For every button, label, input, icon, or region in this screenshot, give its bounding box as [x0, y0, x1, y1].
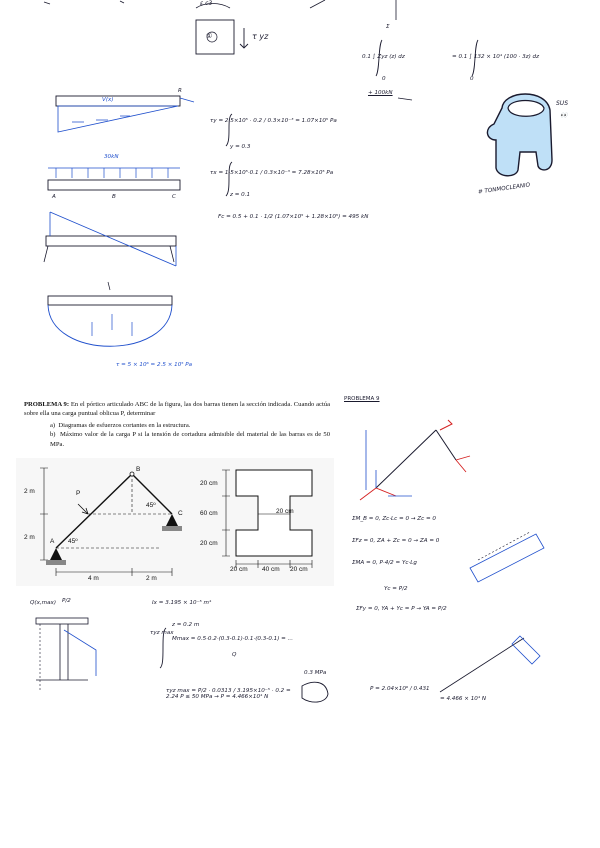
sus-text-2: 👀: [560, 112, 568, 119]
tau-bottom-small: 0.3 MPa: [304, 670, 327, 676]
section-dim-mid: 60 cm: [200, 510, 218, 517]
top-scribble-text: ε c3: [200, 0, 213, 7]
label-B: B: [136, 466, 141, 473]
stress-circle-label: ①: [206, 32, 213, 40]
bottom-left-title: Q(x,max): [30, 600, 57, 606]
tau-max-line1: z = 0.2 m: [172, 622, 200, 628]
tau-y-sub: y = 0.3: [230, 144, 251, 150]
section-dim-b3: 20 cm: [290, 566, 308, 573]
dim-left-top: 2 m: [24, 488, 35, 495]
bottom-section-web: [60, 624, 68, 680]
tau-bottom: τyz max = P/2 · 0.0313 / 3.195×10⁻⁵ · 0.2 = 2.24 P ≤ 50 MPa → P = 4.466×10⁴ N: [166, 688, 291, 700]
angle-top: 45º: [146, 502, 156, 509]
section-dim-web: 20 cm: [276, 508, 294, 515]
integral-limit-a: 0: [382, 76, 386, 82]
bottom-section-top: [36, 618, 88, 624]
eq1: ΣM_B = 0, Zc·Lc = 0 → Zc = 0: [352, 516, 436, 522]
bottom-section-stress: [64, 630, 96, 676]
section-dim-top: 20 cm: [200, 480, 218, 487]
eq5: ΣFy = 0, YA + Yc = P → YA = P/2: [356, 606, 447, 612]
dim-bottom-right: 2 m: [146, 575, 157, 582]
section-dim-b2: 40 cm: [262, 566, 280, 573]
beam2-B: B: [112, 194, 116, 200]
sus-text: SUS: [556, 100, 569, 107]
eq4: Yc = P/2: [384, 586, 408, 592]
ix-text: Ix = 3.195 × 10⁻⁵ m⁴: [152, 600, 212, 606]
beam2-C: C: [172, 194, 176, 200]
sigma-label: Σ: [386, 24, 390, 30]
eq3: ΣMA = 0, P·4/2 = Yc·Lg: [352, 560, 417, 566]
problem-item-a: a) Diagramas de esfuerzos cortantes en la estructura.: [50, 421, 191, 429]
circled-value: [302, 682, 328, 702]
p-result: = 4.466 × 10⁴ N: [440, 696, 487, 702]
label-A: A: [50, 538, 55, 545]
p-label: P = 2.04×10⁶ / 0.431: [370, 686, 430, 692]
problem-item-b: b) Máximo valor de la carga P si la tensión de cortadura admisible del material de las barras es de 50 MPa.: [50, 431, 331, 448]
beam2-load: 30kN: [104, 154, 119, 160]
fc-formula: Fc = 0.5 + 0.1 · 1/2 (1.07×10⁵ + 1.28×10⁵) = 495 kN: [218, 214, 369, 220]
beam2-A: A: [52, 194, 56, 200]
section-dim-bottom: 20 cm: [200, 540, 218, 547]
tau-max-label: τyz max: [150, 630, 174, 636]
tau-max-line3: Q: [232, 652, 237, 658]
label-P: P: [76, 490, 81, 497]
tau-x-formula: τx = 1·5×10⁵·0.1 / 0.3×10⁻³ = 7.28×10⁵ Pa: [210, 170, 334, 176]
integral-left: 0.1 ∫ Zyz (z) dz: [362, 54, 405, 60]
integral-right: = 0.1 ∫ 132 × 10⁴ (100 · 3z) dz: [452, 54, 540, 60]
tau-x-sub: z = 0.1: [230, 192, 251, 198]
dim-left-bottom: 2 m: [24, 534, 35, 541]
angle-base: 45º: [68, 538, 78, 545]
caption-bottom: τ = 5 × 10⁶ = 2.5 × 10⁵ Pa: [116, 362, 193, 368]
label-C: C: [178, 510, 183, 517]
problem-text: En el pórtico articulado ABC de la figura, las dos barras tienen la sección indicada. Cuando actúa sobre ella una carga puntual oblicua P, determinar: [24, 401, 331, 418]
section-dim-b1: 20 cm: [230, 566, 248, 573]
eq2: ΣFz = 0, ZA + Zc = 0 → ZA = 0: [352, 538, 440, 544]
value-large: + 100kN: [368, 90, 393, 96]
tonmoc-text: # TONMOCLEANIO: [477, 182, 531, 196]
tau-y-formula: τy = 2.5×10⁵ · 0.2 / 0.3×10⁻³ = 1.07×10⁵ Pa: [210, 118, 337, 124]
beam1-right: R: [178, 88, 182, 94]
tau-yz-label: τ yz: [252, 32, 269, 41]
dim-bottom-left: 4 m: [88, 575, 99, 582]
problema-right: PROBLEMA 9: [344, 396, 380, 402]
problem-heading: PROBLEMA 9:: [24, 401, 70, 408]
tau-max-line2: Mmax = 0.5·0.2·(0.3-0.1)·0.1·(0.3-0.1) = ...: [172, 636, 293, 642]
bottom-left-frac: P/2: [62, 598, 71, 604]
beam1-label: V(x): [102, 97, 114, 103]
integral-limit-b: 0: [470, 76, 474, 82]
